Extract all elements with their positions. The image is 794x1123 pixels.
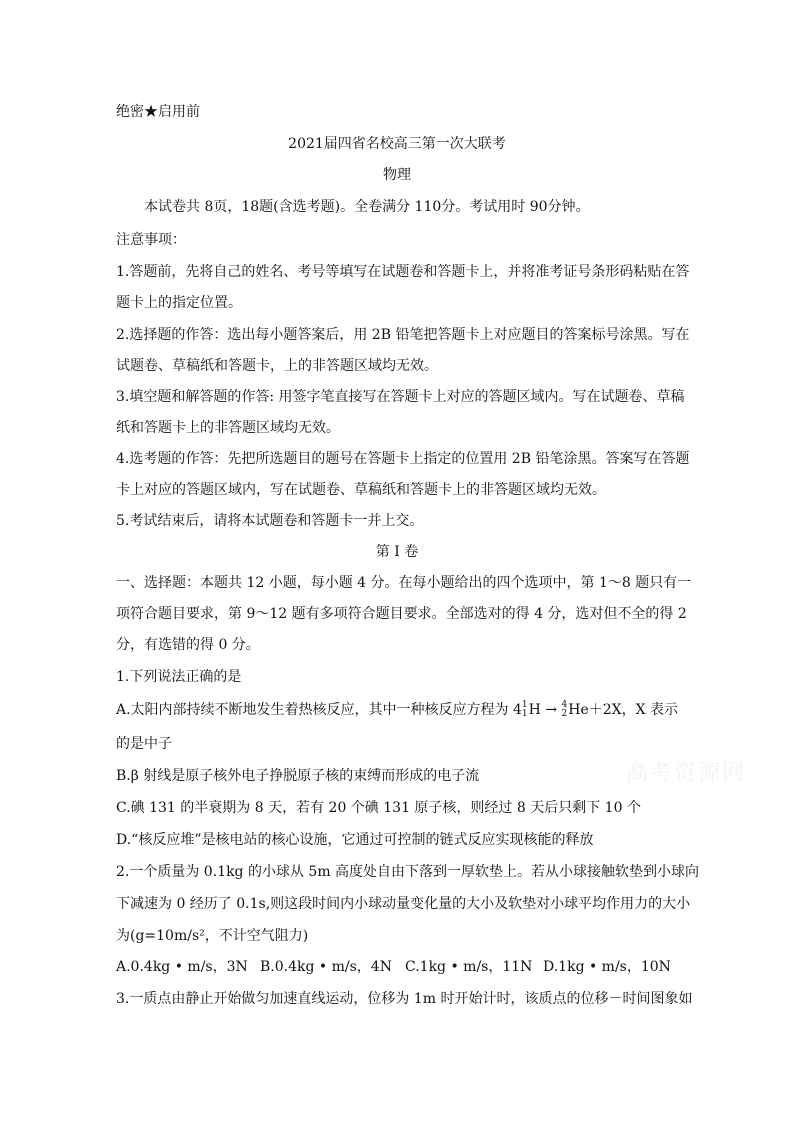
- question-2-options: [116, 957, 671, 977]
- mass-number: 1: [521, 700, 528, 710]
- note-line: 试题卷、草稿纸和答题卡，上的非答题区域均无效。: [116, 358, 438, 374]
- question-3-line: 3.一质点由静止开始做匀加速直线运动，位移为 1m 时开始计时，该质点的位移－时间图象如: [116, 991, 693, 1007]
- question-2-line: 下减速为 0 经历了 0.1s,则这段时间内小球动量变化量的大小及软垫对小球平均作用力的大小: [116, 896, 691, 912]
- note-line: 题卡上的指定位置。: [116, 295, 242, 311]
- note-line: 卡上对应的答题区域内，写在试题卷、草稿纸和答题卡上的非答题区域均无效。: [116, 482, 606, 498]
- question-1-option-d: D.“核反应堆”是核电站的核心设施，它通过可控制的链式反应实现核能的释放: [116, 832, 594, 848]
- mass-number: 4: [561, 700, 568, 710]
- atomic-number: 2: [561, 709, 568, 719]
- note-line: 4.选考题的作答：先把所选题目的题号在答题卡上指定的位置用 2B 铅笔涂黑。答案写在答题: [116, 451, 690, 467]
- question-2-line: 2.一个质量为 0.1kg 的小球从 5m 高度处自由下落到一厚软垫上。若从小球接触软垫到小球向: [116, 864, 700, 880]
- section-intro-line: 分，有选错的得 0 分。: [116, 637, 260, 653]
- question-1-option-c: C.碘 131 的半衰期为 8 天，若有 20 个碘 131 原子核，则经过 8 天后只剩下 10 个: [116, 800, 641, 816]
- section-title: 第 I 卷: [375, 544, 419, 560]
- question-1-stem: 1.下列说法正确的是: [116, 669, 242, 685]
- section-intro-line: 项符合题目要求，第 9～12 题有多项符合题目要求。全部选对的得 4 分，选对但不全的得 2: [116, 606, 687, 622]
- option-b: B.0.4kg • m/s，4N: [260, 959, 392, 975]
- option-c: C.1kg • m/s，11N: [405, 959, 533, 975]
- question-1-option-a: [116, 700, 678, 720]
- subject-title: 物理: [383, 167, 411, 183]
- confidential-mark: 绝密★启用前: [116, 104, 200, 120]
- reaction-arrow: →: [545, 702, 558, 718]
- hydrogen-nuclide: [522, 700, 541, 720]
- note-line: 5.考试结束后，请将本试题卷和答题卡一并上交。: [116, 513, 424, 529]
- atomic-number: 1: [521, 709, 528, 719]
- option-a-text: A.太阳内部持续不断地发生着热核反应，其中一种核反应方程为 4: [116, 702, 522, 718]
- watermark: 高考资源网: [626, 761, 747, 786]
- question-1-option-a-cont: 的是中子: [116, 736, 172, 752]
- element-symbol: He＋2X: [568, 702, 622, 718]
- section-intro-line: 一、选择题：本题共 12 小题，每小题 4 分。在每小题给出的四个选项中，第 1～8 题只有一: [116, 575, 692, 591]
- question-1-option-b: B.β 射线是原子核外电子挣脱原子核的束缚而形成的电子流: [116, 768, 480, 784]
- exam-title: 2021届四省名校高三第一次大联考: [288, 136, 506, 152]
- question-2-line: 为(g=10m/s²，不计空气阻力): [116, 928, 309, 944]
- note-line: 2.选择题的作答：选出每小题答案后，用 2B 铅笔把答题卡上对应题目的答案标号涂黑。写在: [116, 327, 690, 343]
- option-a-tail: ，X 表示: [621, 702, 679, 718]
- option-a: A.0.4kg • m/s，3N: [116, 959, 248, 975]
- exam-info: 本试卷共 8页，18题(含选考题)。全卷满分 110分。考试用时 90分钟。: [144, 199, 590, 215]
- note-line: 1.答题前，先将自己的姓名、考号等填写在试题卷和答题卡上，并将准考证号条形码粘贴在答: [116, 264, 690, 280]
- element-symbol: H: [528, 702, 541, 718]
- note-line: 3.填空题和解答题的作答: 用签字笔直接写在答题卡上对应的答题区域内。写在试题卷、草稿: [116, 389, 685, 405]
- option-d: D.1kg • m/s，10N: [543, 959, 671, 975]
- helium-nuclide: [562, 700, 622, 720]
- notes-heading: 注意事项：: [116, 232, 186, 248]
- note-line: 纸和答题卡上的非答题区域均无效。: [116, 420, 340, 436]
